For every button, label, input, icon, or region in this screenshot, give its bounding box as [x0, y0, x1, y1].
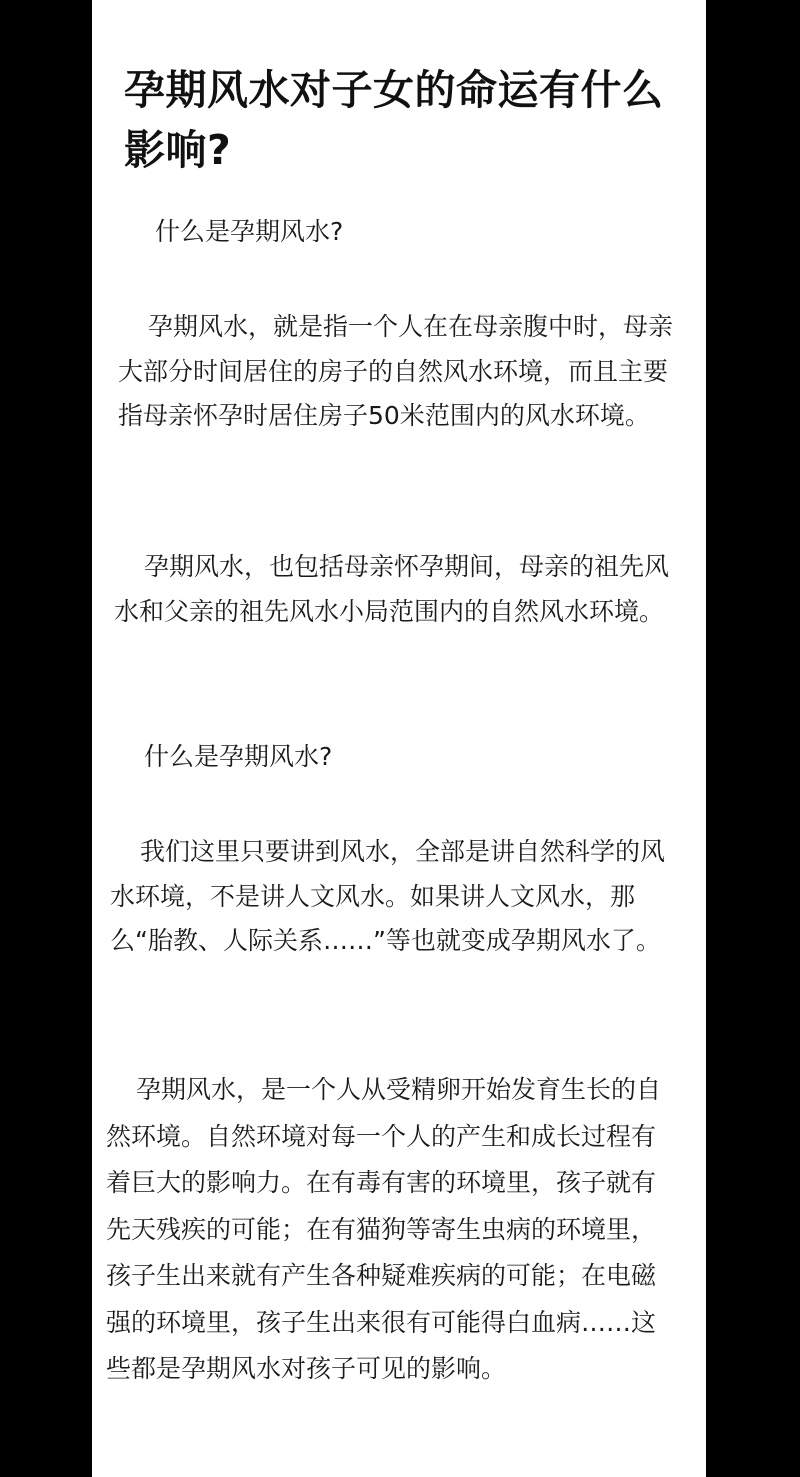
article-paragraph: 孕期风水，就是指一个人在在母亲腹中时，母亲大部分时间居住的房子的自然风水环境，而且主要指母亲怀孕时居住房子50米范围内的风水环境。: [118, 312, 674, 430]
article-paragraph: 什么是孕期风水?: [144, 742, 333, 771]
article-paragraph: 我们这里只要讲到风水，全部是讲自然科学的风水环境，不是讲人文风水。如果讲人文风水，那么“胎教、人际关系……”等也就变成孕期风水了。: [110, 837, 666, 955]
article-title: 孕期风水对子女的命运有什么影响?: [124, 66, 664, 174]
article-paragraph: 孕期风水，是一个人从受精卵开始发育生长的自然环境。自然环境对每一个人的产生和成长过程有着巨大的影响力。在有毒有害的环境里，孩子就有先天残疾的可能；在有猫狗等寄生虫病的环境里，孩子生出来就有产生各种疑难疾病的可能；在电磁强的环境里，孩子生出来很有可能得白血病……这些都是孕期风水对孩子可见的影响。: [106, 1075, 662, 1383]
article-paragraph: 孕期风水，也包括母亲怀孕期间，母亲的祖先风水和父亲的祖先风水小局范围内的自然风水环境。: [114, 552, 670, 626]
article-paragraph: 什么是孕期风水?: [155, 217, 344, 246]
article-page: [92, 0, 706, 1477]
